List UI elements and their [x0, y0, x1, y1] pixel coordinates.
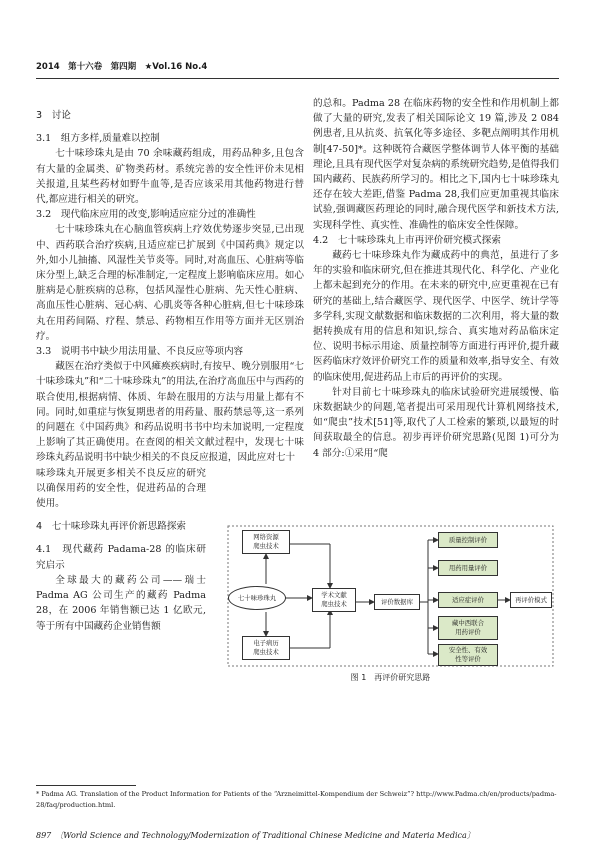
section-4-3-text: 针对目前七十味珍珠丸的临床试验研究进展缓慢、临床数据缺少的问题,笔者提出可采用现代计算机网络技术,如“爬虫”技术[51]等,取代了人工检索的繁琐,以最短的时间获取最全的信息。初步再评价研究思路(见图 1)可分为 4 部分:①采用“爬	[313, 386, 559, 459]
right-column	[313, 96, 559, 461]
section-3-3-heading: 3.3 说明书中缺少用法用量、不良反应等项内容	[36, 346, 244, 358]
dosage-box: 用药用量评价	[438, 560, 498, 576]
emr-box: 电子病历 爬虫技术	[242, 636, 290, 660]
section-3-1-heading: 3.1 组方多样,质量难以控制	[36, 133, 160, 145]
literature-box: 学术文献 爬虫技术	[312, 588, 356, 612]
section-4-heading: 4 七十味珍珠丸再评价新思路探索	[36, 521, 187, 533]
page-footer: 897 〔World Science and Technology/Modernization of Traditional Chinese Medicine and Materia Medica〕	[36, 831, 475, 840]
section-4-2-text: 藏药七十味珍珠丸作为藏成药中的典范，虽进行了多年的实验和临床研究,但在推进其现代化、科学化、产业化上都未起到充分的作用。在未来的研究中,应更重视在已有研究的基础上,结合藏医学、现代医学、中医学、统计学等多学科,实现文献数据和临床数据的二次利用，将大量的数据转换成有用的信息和知识,综合、真实地对药品临床定位、说明书标示用途、质量控制等方面进行再评价,提升藏医药临床疗效评价研究工作的质量和效率,指导安全、有效的临床使用,促进药品上市后的再评价的实现。	[313, 250, 559, 383]
section-4-1-text: 全球最大的藏药公司——瑞士 Padma AG 公司生产的藏药 Padma 28，在 2006 年销售额已达 1 亿欧元,等于所有中国藏药企业销售额	[36, 574, 206, 632]
running-header: 2014 第十六卷 第四期 ★Vol.16 No.4	[36, 62, 208, 72]
figure-caption: 图 1 再评价研究思路	[350, 673, 431, 682]
section-4-1-text-cont: 的总和。Padma 28 在临床药物的安全性和作用机制上都做了大量的研究,发表了相关国际论文 19 篇,涉及 2 084 例患者,且从抗炎、抗氧化等多途径、多靶点阐明其作用机制[47-50]*。这种既符合藏医学整体调节人体平衡的基础理论,且具有现代医学对复杂病的系统研究趋势,是值得我们国内藏药、民族药所学习的。相比之下,国内七十味珍珠丸还存在较大差距,借鉴 Padma 28,我们应更加重视其临床试验,强调藏医药理论的同时,融合现代医学和新技术方法,实现科学性、真实性、准确性的临床安全性保障。	[313, 98, 559, 231]
figure-1	[226, 524, 555, 668]
quality-control-box: 质量控制评价	[438, 532, 498, 548]
re-evaluation-model-box: 再评价模式	[510, 592, 552, 608]
safety-box: 安全性、有效 性等评价	[438, 644, 498, 666]
section-3-heading: 3 讨论	[36, 110, 71, 121]
pearl-pill-ellipse: 七十味珍珠丸	[228, 586, 286, 610]
section-3-3-text-cont: 味珍珠丸开展更多相关不良反应的研究以确保用药的安全性，促进药品的合理使用。	[36, 467, 206, 510]
combination-box: 藏中西联合 用药评价	[438, 616, 498, 640]
section-3-1-text: 七十味珍珠丸是由 70 余味藏药组成，用药品种多,且包含有大量的金属类、矿物类药材。系统完善的安全性评价未见相关报道,且某些药材如野牛血等,是否应该采用其他药物进行替代,都应进行相关的研究。	[36, 148, 304, 206]
section-4-1-heading: 4.1 现代藏药 Padama-28 的临床研究启示	[36, 544, 206, 571]
section-3-3-text: 藏医在治疗类似于中风瘫痪疾病时,有按早、晚分别服用“七十味珍珠丸”和“二十味珍珠丸”的用法,在治疗高血压中与西药的联合使用,根据病情、体质、年龄在服用的方法与用量上都有不同。同时,如重症与恢复期患者的用药量、服药禁忌等,这一系列的问题在《中国药典》和药品说明书书中均未加说明,一定程度上影响了其正确使用。在查阅的相关文献过程中，发现七十味珍珠丸药品说明书中缺少相关的不良反应报道，因此应对七十	[36, 361, 304, 464]
indication-box: 适应症评价	[438, 592, 498, 608]
section-3-2-heading: 3.2 现代临床应用的改变,影响适应症分过的准确性	[36, 209, 256, 221]
footnote: * Padma AG. Translation of the Product Information for Patients of the “Arzneimittel-Kompendium der Schweiz”? http://www.Padma.ch/en/products/padma-28/faq/production.html.	[36, 790, 557, 809]
footnote-rule	[36, 785, 136, 786]
section-3-2-text: 七十味珍珠丸在心脑血管疾病上疗效优势逐步突显,已出现中、西药联合治疗疾病,且适应症已扩展到《中国药典》规定以外,如小儿抽搐、风湿性关节炎等。同时,对高血压、心脏病等临床分型上,缺乏合理的标准制定,一定程度上影响临床应用。如心脏病是心脏疾病的总称，包括风湿性心脏病、先天性心脏病、高血压性心脏病、冠心病、心肌炎等各种心脏病,但七十味珍珠丸在用药间隔、疗程、禁忌、药物相互作用等方面并无区别治疗。	[36, 224, 304, 342]
section-4-2-heading: 4.2 七十味珍珠丸上市再评价研究模式探索	[313, 234, 501, 246]
header-rule	[36, 78, 559, 79]
evaluation-database-box: 评价数据库	[374, 594, 420, 610]
network-resources-box: 网络资源 爬虫技术	[242, 530, 290, 554]
